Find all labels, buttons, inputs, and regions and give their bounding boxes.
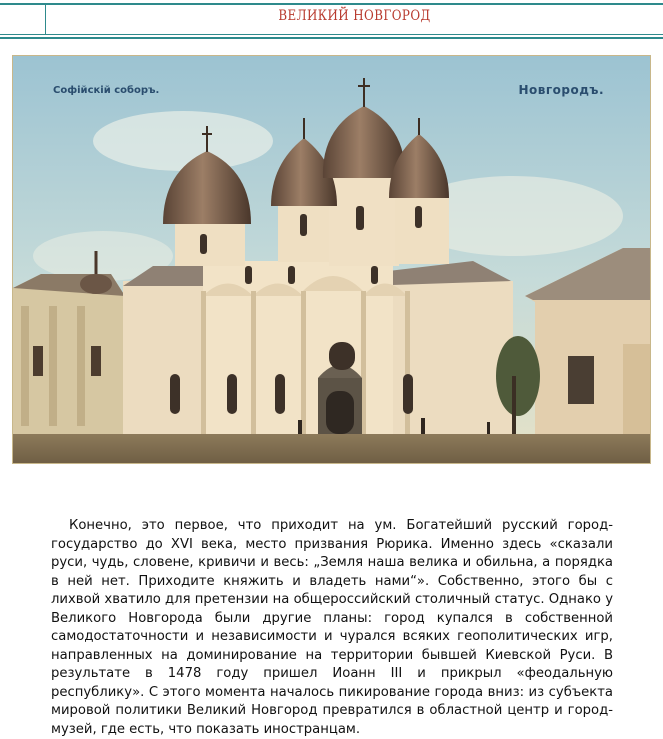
header-rule-middle: [0, 34, 663, 35]
running-title: ВЕЛИКИЙ НОВГОРОД: [278, 8, 431, 24]
header-rule-bottom: [0, 37, 663, 39]
cathedral-illustration: [13, 56, 651, 464]
header-divider: [45, 5, 46, 34]
header-rule-top: [0, 3, 663, 5]
photo-caption-left: Софійскій соборъ.: [53, 85, 160, 96]
article-paragraph: Конечно, это первое, что приходит на ум. Богатейший русский город-государство до XVI века, место призвания Рюрика. Именно здесь «сказали руси, чудь, словене, кривичи и весь: „Земля наша велика и обильна, а порядка в ней нет. Приходите княжить и владеть нами“». Собственно, этого бы с лихвой хватило для претензии на общероссийский столичный статус. Однако у Великого Новгорода были другие планы: город купался в собственной самодостаточности и независимости и чурался всяких геополитических игр, направленных на доминирование на территории бывшей Киевской Руси. В результате в 1478 году пришел Иоанн III и прикрыл «феодальную республику». С этого момента началось пикирование города вниз: из субъекта мировой политики Великий Новгород превратился в областной центр и город-музей, где есть, что показать иностранцам.: [51, 518, 613, 737]
photo-caption-right: Новгородъ.: [518, 83, 604, 97]
page-header: [0, 0, 663, 40]
postcard-photo: [12, 55, 651, 464]
